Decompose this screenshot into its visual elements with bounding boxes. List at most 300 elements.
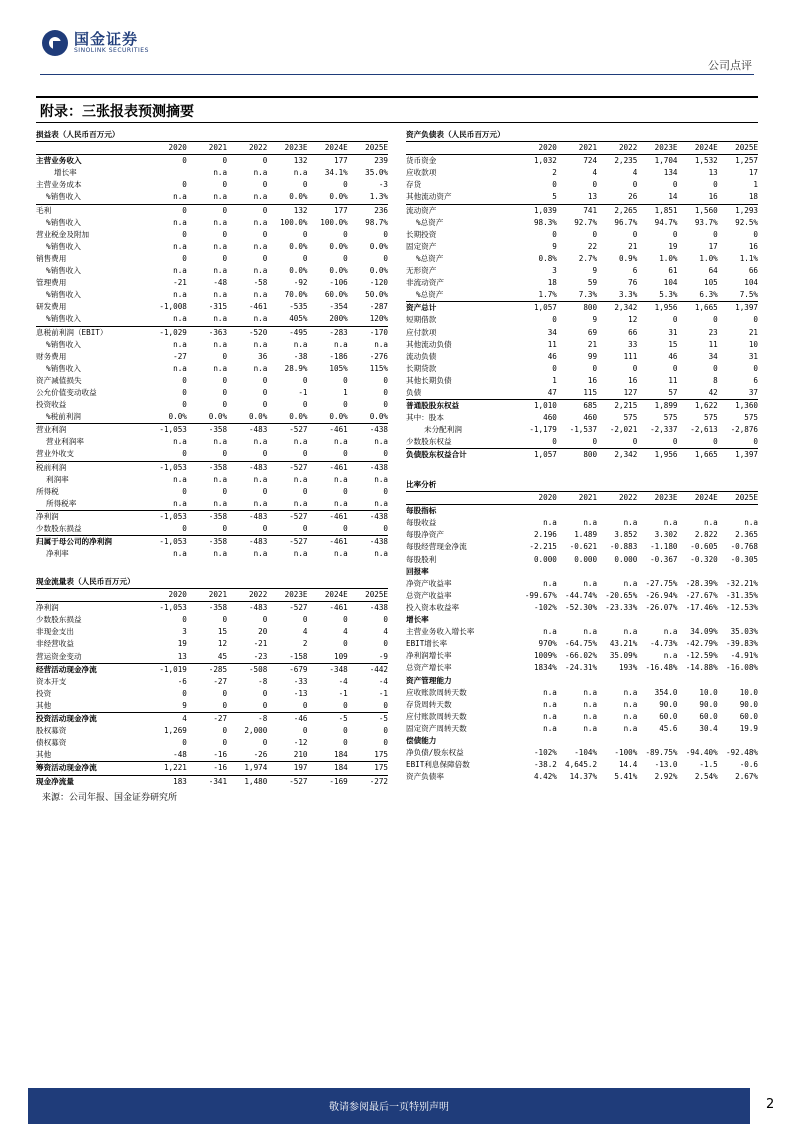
balance-sheet-table (406, 129, 758, 462)
row-value: -46 (267, 713, 307, 726)
row-value: 460 (543, 413, 557, 423)
row-label: 偿债能力 (406, 735, 437, 745)
row-value: 42 (708, 387, 718, 397)
row-value: 2.54% (694, 772, 718, 782)
row-value: n.a (293, 498, 308, 508)
table-row (36, 167, 388, 179)
row-value: 30.4 (699, 723, 718, 733)
row-label: 税前利润 (36, 461, 147, 474)
row-value: 50.0% (365, 290, 388, 300)
table-row (36, 436, 388, 448)
row-value: 9 (592, 315, 598, 325)
row-value: -1,537 (569, 425, 598, 435)
table-row (36, 241, 388, 253)
row-value: 0 (343, 738, 348, 748)
row-value: 26 (628, 192, 638, 202)
year-header: 2020 (517, 492, 557, 505)
row-value: n.a (623, 627, 638, 637)
row-value: 21 (748, 327, 758, 337)
table-row (36, 651, 388, 664)
row-value: n.a (623, 518, 638, 528)
row-value: 0 (383, 253, 388, 263)
row-value: 13 (708, 168, 718, 178)
row-value: n.a (583, 687, 598, 697)
row-value: -1,019 (147, 663, 187, 676)
row-value: 34 (547, 327, 557, 337)
row-value: 0.0% (369, 412, 388, 422)
row-value: -8 (227, 713, 267, 726)
logo-icon (42, 30, 68, 56)
row-value: 0 (182, 486, 187, 496)
table-row (406, 277, 758, 289)
row-label: 净利润 (36, 603, 59, 613)
table-row (36, 363, 388, 375)
table-row (406, 436, 758, 449)
header-blank (36, 589, 147, 602)
row-label: %销售收入 (46, 363, 81, 373)
row-value: -169 (308, 775, 348, 788)
table-row (36, 626, 388, 638)
row-value: -9 (378, 651, 388, 661)
row-value: -0.883 (609, 542, 638, 552)
year-header: 2023E (637, 142, 677, 155)
row-label: 应收款项 (406, 168, 437, 178)
year-header: 2024E (308, 142, 348, 155)
row-value: 28.9% (284, 363, 308, 373)
row-label: 长期投资 (406, 229, 437, 239)
table-row (36, 486, 388, 498)
row-value: -283 (308, 326, 348, 339)
row-value: 0.9% (618, 253, 638, 263)
row-value: n.a (213, 217, 228, 227)
row-value: 0 (182, 738, 187, 748)
row-value: n.a (213, 437, 228, 447)
table-row (36, 313, 388, 326)
row-value: 0 (552, 180, 557, 190)
table-row (36, 700, 388, 713)
row-value: n.a (623, 578, 638, 588)
row-value: 0 (182, 180, 187, 190)
row-value: n.a (173, 474, 187, 484)
row-value: n.a (543, 578, 557, 588)
row-label: 少数股东损益 (36, 524, 82, 533)
row-value (678, 566, 718, 578)
row-value: n.a (173, 363, 187, 373)
row-value: -42.79% (685, 639, 718, 649)
row-value: 0.0% (329, 412, 348, 422)
table-row (36, 411, 388, 424)
row-value: -48 (213, 278, 228, 288)
row-label: 主营业务成本 (36, 180, 82, 190)
row-value: 60.0 (739, 711, 758, 721)
row-value: -520 (227, 326, 267, 339)
row-value: 94.7% (654, 217, 678, 227)
row-value (718, 735, 758, 747)
row-value: 105% (329, 363, 348, 373)
row-value: -20.65% (605, 590, 638, 600)
row-value: n.a (173, 549, 187, 559)
row-value: n.a (744, 518, 758, 528)
row-value: -1,053 (159, 603, 187, 613)
table-row (406, 400, 758, 413)
row-value: -461 (248, 302, 268, 312)
row-value: 0 (302, 700, 308, 710)
row-label: 所得税率 (46, 498, 77, 508)
row-value: -1,029 (147, 326, 187, 339)
table-row (406, 590, 758, 602)
row-value: -1,008 (159, 302, 187, 312)
row-value: 800 (557, 449, 597, 462)
row-value: -92.48% (725, 748, 758, 758)
row-value: 575 (744, 413, 758, 423)
table-row (406, 723, 758, 735)
row-value: 0 (302, 726, 308, 736)
table-section-header (36, 129, 388, 142)
row-value: 0 (552, 437, 557, 447)
row-value: n.a (213, 192, 228, 202)
row-label: 资产负债率 (406, 772, 444, 782)
row-value: -285 (187, 663, 227, 676)
year-header: 2022 (227, 589, 267, 602)
row-value: 10.0 (699, 687, 718, 697)
table-row (406, 253, 758, 265)
row-value: n.a (623, 699, 638, 709)
row-value: 175 (348, 762, 388, 775)
row-value: 4,645.2 (565, 760, 598, 770)
row-value: 0 (383, 700, 388, 710)
row-value: 12 (217, 639, 228, 649)
year-header: 2020 (517, 142, 557, 155)
row-value: 111 (623, 351, 638, 361)
table-row (406, 424, 758, 436)
row-value: 0.000 (533, 554, 557, 564)
row-value: 1,665 (678, 449, 718, 462)
row-value: 1,039 (517, 204, 557, 217)
row-value: 575 (623, 413, 638, 423)
row-label: 非经营收益 (36, 639, 74, 649)
row-label: 流动资产 (406, 204, 517, 217)
row-value: n.a (213, 168, 228, 178)
row-value: -8 (258, 676, 268, 686)
cashflow-statement-table (36, 576, 388, 788)
row-value (517, 675, 557, 687)
table-row (406, 759, 758, 771)
company-logo (42, 30, 149, 56)
row-label: 投资活动现金净流 (36, 713, 147, 726)
row-value: 0 (182, 387, 187, 397)
row-value: 14 (668, 192, 678, 202)
row-value: 0 (222, 688, 228, 698)
row-value: n.a (253, 266, 268, 276)
row-label: 研发费用 (36, 302, 67, 312)
row-value: 0 (222, 253, 228, 263)
row-value: 0.0% (289, 241, 308, 251)
row-value: 15 (668, 339, 678, 349)
row-value: -1,053 (147, 536, 187, 549)
row-value: 64 (708, 266, 718, 276)
row-value: 0 (222, 449, 228, 459)
row-value: n.a (213, 266, 228, 276)
row-value: 18 (748, 192, 758, 202)
row-value: -483 (227, 510, 267, 523)
row-value: n.a (543, 723, 557, 733)
row-value: 0 (713, 363, 718, 373)
row-value: 16 (708, 192, 718, 202)
row-value: 14.37% (569, 772, 598, 782)
row-label: 管理费用 (36, 278, 67, 288)
row-value: 200% (329, 314, 348, 324)
row-value: n.a (583, 627, 598, 637)
row-label: 所得税 (36, 486, 59, 496)
table-row (36, 548, 388, 560)
row-value: -438 (369, 603, 388, 613)
row-value: 1,704 (654, 156, 678, 166)
row-label: 销售费用 (36, 253, 67, 263)
row-label: %销售收入 (46, 217, 81, 227)
row-value: 4 (592, 168, 598, 178)
row-value: 10.0 (739, 687, 758, 697)
row-value: -14.88% (685, 663, 718, 673)
row-label: 其他流动负债 (406, 339, 452, 349)
table-row (406, 204, 758, 217)
table-row (36, 749, 388, 762)
row-value: n.a (173, 437, 187, 447)
row-value: 34.1% (324, 168, 348, 178)
row-value: -438 (348, 461, 388, 474)
row-value: n.a (704, 518, 718, 528)
row-value (597, 614, 637, 626)
row-label: 主营业务收入 (36, 156, 82, 166)
row-value: 0 (592, 180, 598, 190)
row-value: 2.7% (578, 253, 598, 263)
row-label: %税前利润 (46, 412, 81, 422)
row-value: 0 (383, 639, 388, 649)
row-value: 0.000 (574, 554, 598, 564)
row-label: 筹资活动现金净流 (36, 762, 147, 775)
table-row (406, 699, 758, 711)
row-label: 每股收益 (406, 518, 437, 528)
table-row (36, 448, 388, 461)
row-value: 3.852 (614, 530, 638, 540)
table-row (36, 713, 388, 726)
row-value: -3 (378, 180, 388, 190)
row-value: n.a (253, 290, 268, 300)
row-value: 0 (222, 375, 228, 385)
row-value: -483 (227, 536, 267, 549)
row-value: 5.3% (659, 290, 678, 300)
row-value: 17 (708, 241, 718, 251)
row-label: 非现金支出 (36, 627, 74, 637)
row-value: n.a (293, 339, 308, 349)
row-value: 0 (383, 486, 388, 496)
row-value: n.a (583, 723, 598, 733)
row-value: -26 (253, 750, 268, 760)
table-row (36, 536, 388, 549)
row-label: 净利率 (46, 549, 69, 559)
row-label: 债权募资 (36, 738, 67, 748)
row-value: 0 (182, 449, 187, 459)
row-label: 少数股东权益 (406, 437, 452, 447)
row-value: 0 (262, 524, 268, 533)
year-header: 2025E (348, 589, 388, 602)
row-value: 45.6 (659, 723, 678, 733)
row-value: 31 (668, 327, 678, 337)
row-label: 每股指标 (406, 506, 437, 516)
row-label: 投入资本收益率 (406, 602, 460, 612)
row-value: 96.7% (614, 217, 638, 227)
row-label: 货币资金 (406, 156, 437, 166)
row-value (637, 675, 677, 687)
row-value: 19 (668, 241, 678, 251)
table-row (36, 326, 388, 339)
row-value: -16 (187, 762, 227, 775)
row-value: 0 (713, 229, 718, 239)
table-row (36, 179, 388, 191)
row-value: 0 (672, 180, 678, 190)
table-row (406, 375, 758, 387)
row-value: 0 (302, 524, 308, 533)
row-value: 0 (343, 726, 348, 736)
row-value: 2.196 (533, 530, 557, 540)
row-value: n.a (253, 192, 268, 202)
row-value: -1.5 (699, 760, 718, 770)
row-value: n.a (334, 549, 348, 559)
table-row (406, 167, 758, 179)
table-row (36, 638, 388, 650)
row-value: 1,221 (147, 762, 187, 775)
row-value: -64.75% (565, 639, 598, 649)
table-row (406, 241, 758, 253)
row-value: 0 (383, 229, 388, 239)
table-row (36, 676, 388, 688)
row-value: 60.0 (659, 711, 678, 721)
row-value: 0.0% (369, 266, 388, 276)
row-value: 59 (587, 278, 598, 288)
row-value: -92 (293, 278, 308, 288)
row-value: n.a (334, 474, 348, 484)
row-value (147, 167, 187, 179)
row-label: EBIT利息保障倍数 (406, 760, 470, 770)
row-value: 66 (748, 266, 758, 276)
table-row (406, 747, 758, 759)
table-row (406, 566, 758, 578)
row-value: 0.0% (329, 241, 348, 251)
row-value: n.a (173, 241, 187, 251)
row-value: 1,899 (637, 400, 677, 413)
row-value: 98.3% (533, 217, 557, 227)
row-value: -1,053 (147, 424, 187, 437)
row-value: 0 (753, 229, 758, 239)
row-value: 2,000 (244, 726, 268, 736)
year-header-row (36, 142, 388, 155)
table-row (406, 289, 758, 302)
row-label: %销售收入 (46, 314, 81, 324)
row-value: 70.0% (284, 290, 308, 300)
table-row (406, 191, 758, 204)
row-label: 每股经营现金净流 (406, 542, 467, 552)
row-value: -13 (293, 688, 308, 698)
row-value (718, 675, 758, 687)
row-value: 0 (343, 524, 348, 533)
row-value: n.a (663, 651, 678, 661)
row-value: 21 (587, 339, 598, 349)
row-value: -33 (293, 676, 308, 686)
row-value: -38 (293, 351, 308, 361)
row-label: 短期借款 (406, 315, 437, 325)
row-value: 1.1% (739, 253, 758, 263)
row-value: 0 (302, 375, 308, 385)
row-label: 资产总计 (406, 302, 517, 315)
row-value: 9 (552, 241, 557, 251)
row-value: -4.73% (650, 639, 678, 649)
row-value: n.a (334, 498, 348, 508)
row-value: n.a (334, 437, 348, 447)
table-section-header (36, 576, 388, 589)
row-value: 18 (547, 278, 557, 288)
row-value: 90.0 (739, 699, 758, 709)
row-value: 1,032 (533, 156, 557, 166)
row-value: -348 (308, 663, 348, 676)
row-value (597, 505, 637, 518)
row-value: 0 (343, 486, 348, 496)
row-value: 93.7% (694, 217, 718, 227)
row-value: 1,057 (517, 449, 557, 462)
table-row (406, 771, 758, 783)
row-value: 0 (262, 738, 268, 748)
row-value (557, 675, 597, 687)
page-number: 2 (766, 1097, 775, 1112)
row-value: -100% (614, 748, 638, 758)
row-value: -28.39% (685, 578, 718, 588)
row-label: 财务费用 (36, 351, 67, 361)
table-row (36, 253, 388, 265)
row-value: n.a (213, 290, 228, 300)
row-value: 0 (383, 726, 388, 736)
section-title-bar (36, 96, 758, 123)
row-value: n.a (293, 474, 308, 484)
row-label: 利润率 (46, 474, 69, 484)
row-value: -120 (369, 278, 388, 288)
row-value: 0 (262, 400, 268, 410)
row-value: -66.02% (565, 651, 598, 661)
row-value: n.a (213, 363, 228, 373)
row-value: 9 (592, 266, 598, 276)
row-value: 4 (383, 627, 388, 637)
row-value: 1 (552, 375, 557, 385)
row-value: -12.53% (725, 602, 758, 612)
row-value: 0 (672, 229, 678, 239)
row-label: 资本开支 (36, 676, 67, 686)
row-value: 45 (217, 651, 228, 661)
row-value: 13 (587, 192, 598, 202)
row-value: 9 (182, 700, 187, 710)
row-value: 236 (348, 204, 388, 217)
row-value: 134 (663, 168, 678, 178)
row-value: -679 (267, 663, 307, 676)
row-value: 35.0% (365, 168, 388, 178)
row-value: 239 (374, 156, 388, 166)
row-value: -483 (227, 424, 267, 437)
row-value: 0 (343, 180, 348, 190)
row-value: -89.75% (645, 748, 678, 758)
row-value: 175 (374, 750, 388, 760)
row-value: -508 (227, 663, 267, 676)
year-header: 2024E (678, 142, 718, 155)
row-value: -38.2 (533, 760, 557, 770)
row-value: 132 (293, 156, 308, 166)
table-row (36, 229, 388, 241)
row-value: n.a (663, 518, 678, 528)
